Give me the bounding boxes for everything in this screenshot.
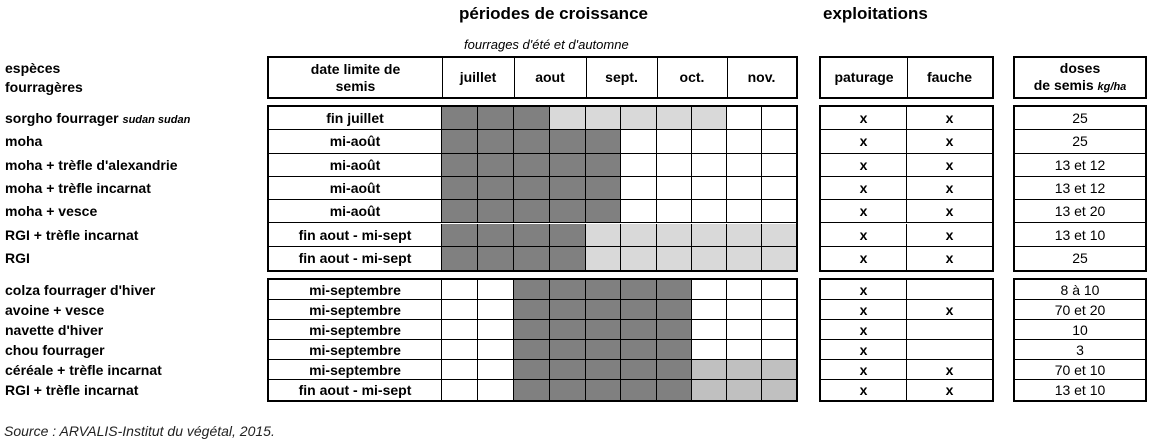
period-cell <box>550 380 586 400</box>
species-label <box>5 302 104 318</box>
period-cell <box>514 320 550 340</box>
period-cell <box>762 280 796 300</box>
species-label <box>5 322 103 338</box>
date-limit-cell: fin aout - mi-sept <box>269 247 442 270</box>
exploitations-title: exploitations <box>823 4 928 23</box>
period-cell <box>550 107 586 130</box>
period-cell <box>692 320 727 340</box>
period-cell <box>514 280 550 300</box>
period-cell <box>514 200 550 223</box>
period-cell <box>550 200 586 223</box>
fauche-cell: x <box>907 200 992 223</box>
period-cell <box>727 107 762 130</box>
period-cell <box>762 340 796 360</box>
dose-cell: 13 et 20 <box>1015 200 1145 223</box>
period-cell <box>657 224 692 247</box>
species-name: RGI <box>5 249 30 266</box>
month-oct: oct. <box>657 58 728 97</box>
exploitation-group-box <box>819 105 994 272</box>
period-cell <box>621 280 657 300</box>
period-cell <box>586 300 621 320</box>
period-cell <box>514 177 550 200</box>
dose-header <box>1015 58 1145 97</box>
period-cell <box>478 380 514 400</box>
period-cell <box>727 280 762 300</box>
period-cell <box>442 380 478 400</box>
date-limit-cell: mi-septembre <box>269 300 442 320</box>
period-cell <box>478 130 514 153</box>
growth-header-box <box>267 56 798 99</box>
fauche-cell: x <box>907 224 992 247</box>
period-cell <box>727 177 762 200</box>
growth-periods-title: périodes de croissance <box>459 4 648 23</box>
period-cell <box>478 280 514 300</box>
period-cell <box>550 224 586 247</box>
fauche-cell: x <box>907 107 992 130</box>
paturage-cell: x <box>821 300 907 320</box>
dose-cell: 13 et 10 <box>1054 382 1106 398</box>
period-cell <box>478 300 514 320</box>
species-name: moha + trèfle incarnat <box>5 180 151 197</box>
species-name: céréale + trèfle incarnat <box>5 361 162 378</box>
species-label <box>5 382 138 398</box>
period-cell <box>727 200 762 223</box>
fauche-cell <box>907 320 992 340</box>
species-label <box>5 157 178 173</box>
dose-header-line2 <box>1034 77 1127 96</box>
period-cell <box>514 247 550 270</box>
period-cell <box>762 320 796 340</box>
paturage-cell: x <box>821 360 907 380</box>
period-cell <box>586 340 621 360</box>
fauche-header: fauche <box>926 69 973 85</box>
month-sept: sept. <box>586 58 658 97</box>
fauche-cell <box>907 340 992 360</box>
species-label <box>5 227 138 243</box>
fauche-cell: x <box>907 130 992 153</box>
period-cell <box>550 280 586 300</box>
date-limit-cell: mi-septembre <box>269 340 442 360</box>
species-name: RGI + trèfle incarnat <box>5 226 139 243</box>
period-cell <box>621 224 657 247</box>
species-name: colza fourrager d'hiver <box>5 281 156 298</box>
period-cell <box>514 130 550 153</box>
period-cell <box>727 340 762 360</box>
month-nov: nov. <box>747 69 776 85</box>
date-limit-cell: mi-août <box>269 200 442 223</box>
paturage-cell: x <box>821 280 907 300</box>
period-cell <box>550 154 586 177</box>
dose-group-box <box>1013 105 1147 272</box>
period-cell <box>762 107 796 130</box>
period-cell <box>621 107 657 130</box>
dose-cell: 25 <box>1015 130 1145 153</box>
period-cell <box>657 177 692 200</box>
period-cell <box>762 224 796 247</box>
period-cell <box>478 247 514 270</box>
period-cell <box>762 360 796 380</box>
period-cell <box>514 300 550 320</box>
period-cell <box>692 360 727 380</box>
date-limit-header <box>269 58 443 97</box>
period-cell <box>586 130 621 153</box>
species-label <box>5 282 155 298</box>
fauche-cell: x <box>945 382 954 398</box>
period-cell <box>657 360 692 380</box>
period-cell <box>657 340 692 360</box>
period-cell <box>586 154 621 177</box>
period-cell <box>621 200 657 223</box>
period-cell <box>621 177 657 200</box>
period-cell <box>514 340 550 360</box>
species-name: sorgho fourrager <box>5 110 119 127</box>
period-cell <box>762 154 796 177</box>
period-cell <box>478 154 514 177</box>
dose-header-line1: doses <box>1059 59 1101 76</box>
period-cell <box>442 340 478 360</box>
period-cell <box>478 200 514 223</box>
paturage-header: paturage <box>821 58 908 97</box>
period-cell <box>657 280 692 300</box>
growth-group-box <box>267 278 798 402</box>
period-cell <box>692 247 727 270</box>
dose-cell: 13 et 10 <box>1015 224 1145 247</box>
period-cell <box>442 107 478 130</box>
period-cell <box>550 360 586 380</box>
species-label <box>5 362 162 378</box>
dose-cell: 10 <box>1015 320 1145 340</box>
dose-cell: 70 et 20 <box>1015 300 1145 320</box>
period-cell <box>692 177 727 200</box>
period-cell <box>586 320 621 340</box>
period-cell <box>442 200 478 223</box>
period-cell <box>442 224 478 247</box>
dose-cell: 70 et 10 <box>1015 360 1145 380</box>
period-cell <box>692 107 727 130</box>
month-aout: aout <box>514 58 587 97</box>
period-cell <box>478 177 514 200</box>
dose-cell: 25 <box>1072 250 1088 267</box>
species-name: avoine + vesce <box>5 301 105 318</box>
period-cell <box>514 107 550 130</box>
period-cell <box>586 280 621 300</box>
period-cell <box>621 300 657 320</box>
date-limit-cell: mi-août <box>269 154 442 177</box>
species-header-line1: espèces <box>5 60 61 76</box>
period-cell <box>657 130 692 153</box>
date-limit-cell: mi-septembre <box>269 320 442 340</box>
paturage-cell: x <box>821 340 907 360</box>
period-cell <box>478 320 514 340</box>
period-cell <box>514 380 550 400</box>
source-note: Source : ARVALIS-Institut du végétal, 2015. <box>4 423 275 439</box>
period-cell <box>692 300 727 320</box>
period-cell <box>442 177 478 200</box>
species-label <box>5 203 97 219</box>
period-cell <box>442 247 478 270</box>
period-cell <box>442 320 478 340</box>
period-cell <box>762 200 796 223</box>
dose-unit: kg/ha <box>1097 80 1127 93</box>
species-label <box>5 133 42 149</box>
period-cell <box>621 380 657 400</box>
period-cell <box>727 300 762 320</box>
dose-cell: 3 <box>1015 340 1145 360</box>
period-cell <box>621 320 657 340</box>
period-cell <box>586 200 621 223</box>
period-cell <box>657 300 692 320</box>
dose-cell: 13 et 12 <box>1015 177 1145 200</box>
period-cell <box>657 247 692 270</box>
period-cell <box>586 224 621 247</box>
period-cell <box>762 380 796 400</box>
exploitation-group-box <box>819 278 994 402</box>
period-cell <box>442 154 478 177</box>
dose-header-label: de semis <box>1033 76 1094 93</box>
species-label <box>5 180 151 196</box>
period-cell <box>442 300 478 320</box>
period-cell <box>442 130 478 153</box>
period-cell <box>550 177 586 200</box>
table-subtitle: fourrages d'été et d'automne <box>464 37 629 52</box>
paturage-cell: x <box>821 320 907 340</box>
fauche-cell <box>907 280 992 300</box>
period-cell <box>586 177 621 200</box>
period-cell <box>727 247 762 270</box>
period-cell <box>478 340 514 360</box>
paturage-cell: x <box>821 130 907 153</box>
period-cell <box>586 360 621 380</box>
dose-cell: 8 à 10 <box>1015 280 1145 300</box>
period-cell <box>657 320 692 340</box>
dose-header-box <box>1013 56 1147 99</box>
month-juillet: juillet <box>442 58 515 97</box>
fauche-cell: x <box>907 154 992 177</box>
growth-group-box <box>267 105 798 272</box>
period-cell <box>550 130 586 153</box>
date-limit-cell: mi-septembre <box>269 280 442 300</box>
fauche-cell: x <box>907 360 992 380</box>
period-cell <box>657 200 692 223</box>
period-cell <box>727 360 762 380</box>
period-cell <box>621 340 657 360</box>
period-cell <box>692 280 727 300</box>
period-cell <box>692 200 727 223</box>
period-cell <box>550 300 586 320</box>
period-cell <box>727 320 762 340</box>
species-header-line2: fourragères <box>5 79 83 95</box>
period-cell <box>586 380 621 400</box>
period-cell <box>692 154 727 177</box>
period-cell <box>762 177 796 200</box>
period-cell <box>657 107 692 130</box>
species-name: moha <box>5 133 43 150</box>
period-cell <box>550 247 586 270</box>
dose-cell: 13 et 12 <box>1015 154 1145 177</box>
date-limit-header-line2: semis <box>335 77 376 94</box>
period-cell <box>621 360 657 380</box>
species-name: RGI + trèfle incarnat <box>5 381 139 398</box>
date-limit-cell: mi-août <box>269 177 442 200</box>
species-name: moha + trèfle d'alexandrie <box>5 156 178 173</box>
period-cell <box>514 154 550 177</box>
period-cell <box>692 224 727 247</box>
period-cell <box>478 360 514 380</box>
dose-group-box <box>1013 278 1147 402</box>
period-cell <box>478 224 514 247</box>
period-cell <box>727 380 762 400</box>
species-label <box>5 110 190 126</box>
period-cell <box>657 154 692 177</box>
paturage-cell: x <box>821 380 907 400</box>
species-name: navette d'hiver <box>5 321 104 338</box>
paturage-cell: x <box>821 154 907 177</box>
period-cell <box>514 224 550 247</box>
species-label <box>5 250 30 266</box>
fauche-cell: x <box>945 250 954 267</box>
period-cell <box>550 340 586 360</box>
paturage-cell: x <box>821 200 907 223</box>
period-cell <box>727 130 762 153</box>
paturage-cell: x <box>821 224 907 247</box>
date-limit-cell: fin aout - mi-sept <box>269 380 442 400</box>
date-limit-cell: fin aout - mi-sept <box>269 224 442 247</box>
period-cell <box>586 107 621 130</box>
exploitation-header-box <box>819 56 994 99</box>
species-note: sudan sudan <box>122 114 191 127</box>
paturage-cell: x <box>821 177 907 200</box>
period-cell <box>692 380 727 400</box>
period-cell <box>550 320 586 340</box>
period-cell <box>478 107 514 130</box>
period-cell <box>727 224 762 247</box>
date-limit-cell: mi-août <box>269 130 442 153</box>
period-cell <box>692 340 727 360</box>
period-cell <box>727 154 762 177</box>
period-cell <box>442 280 478 300</box>
period-cell <box>586 247 621 270</box>
date-limit-header-line1: date limite de <box>310 60 401 77</box>
period-cell <box>762 300 796 320</box>
period-cell <box>762 130 796 153</box>
species-name: moha + vesce <box>5 203 98 220</box>
date-limit-cell: mi-septembre <box>269 360 442 380</box>
period-cell <box>442 360 478 380</box>
dose-cell: 25 <box>1015 107 1145 130</box>
date-limit-cell: fin juillet <box>269 107 442 130</box>
period-cell <box>692 130 727 153</box>
species-name: chou fourrager <box>5 341 105 358</box>
fauche-cell: x <box>907 300 992 320</box>
fauche-cell: x <box>907 177 992 200</box>
paturage-cell: x <box>821 247 907 270</box>
period-cell <box>657 380 692 400</box>
paturage-cell: x <box>821 107 907 130</box>
period-cell <box>762 247 796 270</box>
period-cell <box>621 247 657 270</box>
period-cell <box>621 130 657 153</box>
period-cell <box>621 154 657 177</box>
period-cell <box>514 360 550 380</box>
species-label <box>5 342 105 358</box>
